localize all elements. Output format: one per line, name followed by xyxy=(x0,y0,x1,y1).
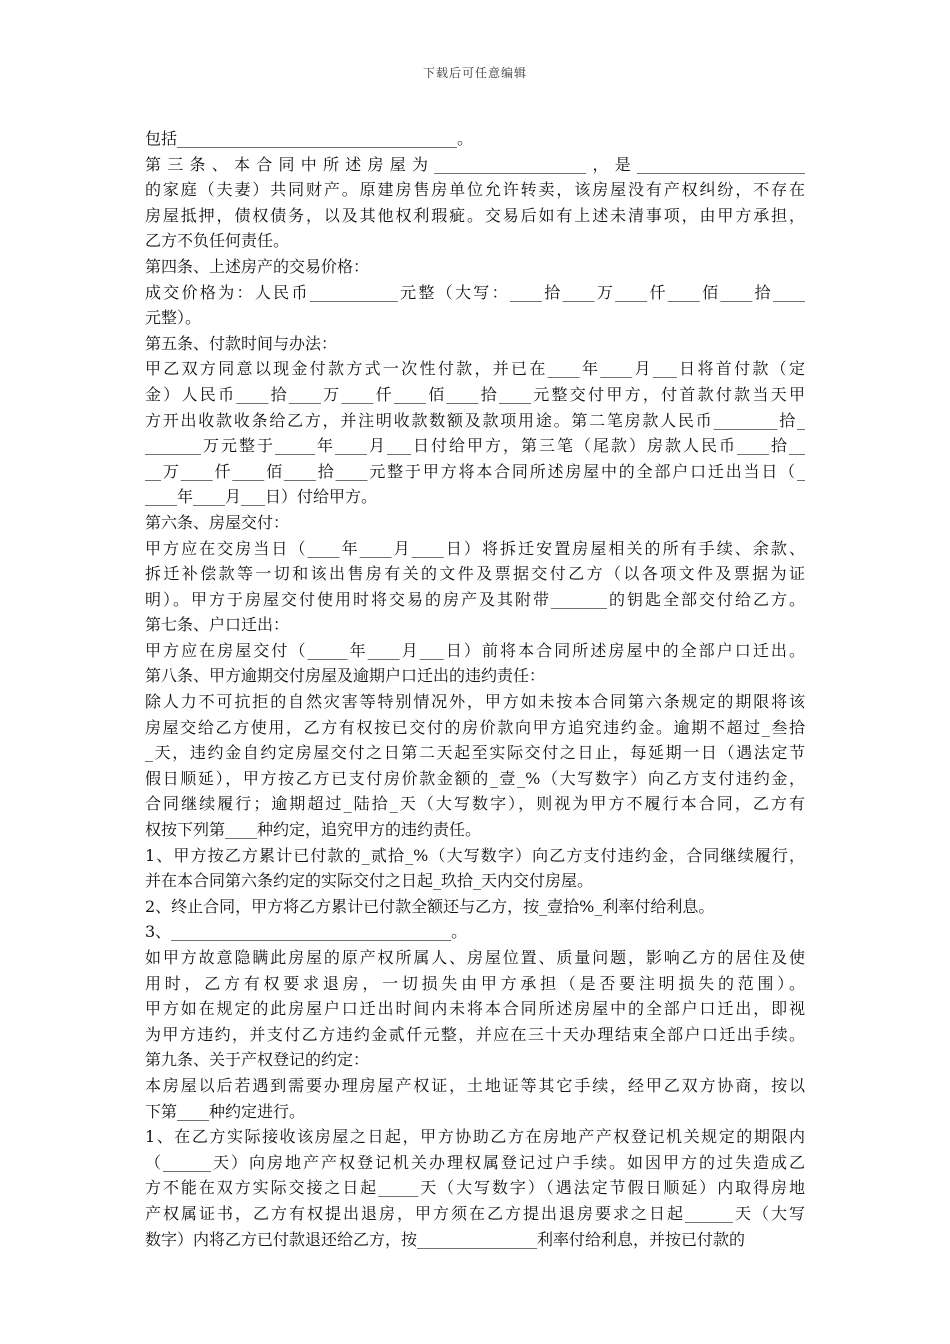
contract-line: 房屋抵押，债权债务，以及其他权利瑕疵。交易后如有上述未清事项，由甲方承担， xyxy=(145,205,805,225)
contract-line: 房屋交给乙方使用，乙方有权按已交付的房价款向甲方追究违约金。逾期不超过_叁拾 xyxy=(145,717,805,737)
contract-line: 包括___________________________________。 xyxy=(145,129,474,148)
contract-line: 甲方应在交房当日（____年____月____日）将拆迁安置房屋相关的所有手续、余款、 xyxy=(145,538,805,558)
contract-line: 方开出收款收条给乙方，并注明收款数额及款项用途。第二笔房款人民币________拾_ xyxy=(145,410,805,430)
contract-line: 方不能在双方实际交接之日起_____天（大写数字）（遇法定节假日顺延）内取得房地 xyxy=(145,1178,805,1198)
contract-line: 并在本合同第六条约定的实际交付之日起_玖拾_天内交付房屋。 xyxy=(145,871,594,891)
contract-line: 金）人民币____拾____万____仟____佰____拾____元整交付甲方，付首款付款当天甲 xyxy=(145,384,805,404)
contract-line: 1、在乙方实际接收该房屋之日起，甲方协助乙方在房地产产权登记机关规定的期限内 xyxy=(145,1127,805,1147)
contract-line: 乙方不负任何责任。 xyxy=(145,231,290,251)
contract-line: 1、甲方按乙方累计已付款的_贰拾_%（大写数字）向乙方支付违约金，合同继续履行， xyxy=(145,845,805,865)
contract-line: 权按下列第____种约定，追究甲方的违约责任。 xyxy=(145,820,482,840)
contract-line: 假日顺延），甲方按乙方已支付房价款金额的_壹_%（大写数字）向乙方支付违约金， xyxy=(145,768,805,788)
contract-line: ____年____月___日）付给甲方。 xyxy=(145,487,378,507)
page-header: 下载后可任意编辑 xyxy=(422,66,527,80)
contract-line: 第五条、付款时间与办法： xyxy=(145,333,338,353)
contract-line: 3、___________________________________。 xyxy=(145,922,468,942)
contract-line: 甲乙双方同意以现金付款方式一次性付款，并已在____年____月___日将首付款（定 xyxy=(145,359,805,379)
contract-line: （______天）向房地产产权登记机关办理权属登记过户手续。如因甲方的过失造成乙 xyxy=(145,1152,805,1172)
contract-line: 如甲方故意隐瞒此房屋的原产权所属人、房屋位置、质量问题，影响乙方的居住及使 xyxy=(145,948,805,967)
contract-line: 成交价格为：人民币___________元整（大写：____拾____万____仟____佰____拾____ xyxy=(145,282,805,302)
contract-line: 第八条、甲方逾期交付房屋及逾期户口迁出的违约责任： xyxy=(145,666,546,686)
contract-line: 的家庭（夫妻）共同财产。原建房售房单位允许转卖，该房屋没有产权纠纷，不存在 xyxy=(145,180,805,200)
contract-line: 合同继续履行；逾期超过_陆拾_天（大写数字），则视为甲方不履行本合同，乙方有 xyxy=(145,794,805,814)
contract-line: 数字）内将乙方已付款退还给乙方，按_______________利率付给利息，并按已付款的 xyxy=(145,1229,746,1249)
contract-line: 第九条、关于产权登记的约定： xyxy=(145,1050,370,1070)
contract-line: 第四条、上述房产的交易价格： xyxy=(145,256,370,276)
contract-line: 元整）。 xyxy=(145,308,202,328)
contract-line: 第六条、房屋交付： xyxy=(145,512,290,532)
contract-line: 产权属证书，乙方有权提出退房，甲方须在乙方提出退房要求之日起______天（大写 xyxy=(145,1203,805,1223)
contract-line: 明）。甲方于房屋交付使用时将交易的房产及其附带_______的钥匙全部交付给乙方。 xyxy=(145,589,805,609)
contract-line: 2、终止合同，甲方将乙方累计已付款全额还与乙方，按_壹拾%_利率付给利息。 xyxy=(145,896,715,916)
contract-line: 第三条、本合同中所述房屋为___________________，是_____________________ xyxy=(145,154,805,174)
contract-line: 拆迁补偿款等一切和该出售房有关的文件及票据交付乙方（以各项文件及票据为证 xyxy=(145,564,805,584)
contract-line: 除人力不可抗拒的自然灾害等特别情况外，甲方如未按本合同第六条规定的期限将该 xyxy=(145,692,805,712)
contract-line: 本房屋以后若遇到需要办理房屋产权证，土地证等其它手续，经甲乙双方协商，按以 xyxy=(145,1075,805,1095)
contract-line: 为甲方违约，并支付乙方违约金贰仟元整，并应在三十天办理结束全部户口迁出手续。 xyxy=(145,1024,805,1044)
contract-line: 甲方应在房屋交付（_____年____月___日）前将本合同所述房屋中的全部户口迁出。 xyxy=(145,640,805,660)
contract-line: 下第____种约定进行。 xyxy=(145,1101,306,1121)
contract-body xyxy=(145,126,805,1252)
contract-line: 第七条、户口迁出： xyxy=(145,615,290,635)
contract-line: _天，违约金自约定房屋交付之日第二天起至实际交付之日止，每延期一日（遇法定节 xyxy=(145,743,805,763)
contract-line: __万____仟____佰____拾____元整于甲方将本合同所述房屋中的全部户口迁出当日（_ xyxy=(145,461,805,481)
contract-line: 用时，乙方有权要求退房，一切损失由甲方承担（是否要注明损失的范围）。 xyxy=(145,973,805,993)
contract-line: _______万元整于_____年____月___日付给甲方，第三笔（尾款）房款人民币____拾__ xyxy=(145,436,805,456)
contract-line: 甲方如在规定的此房屋户口迁出时间内未将本合同所述房屋中的全部户口迁出，即视 xyxy=(145,999,805,1019)
